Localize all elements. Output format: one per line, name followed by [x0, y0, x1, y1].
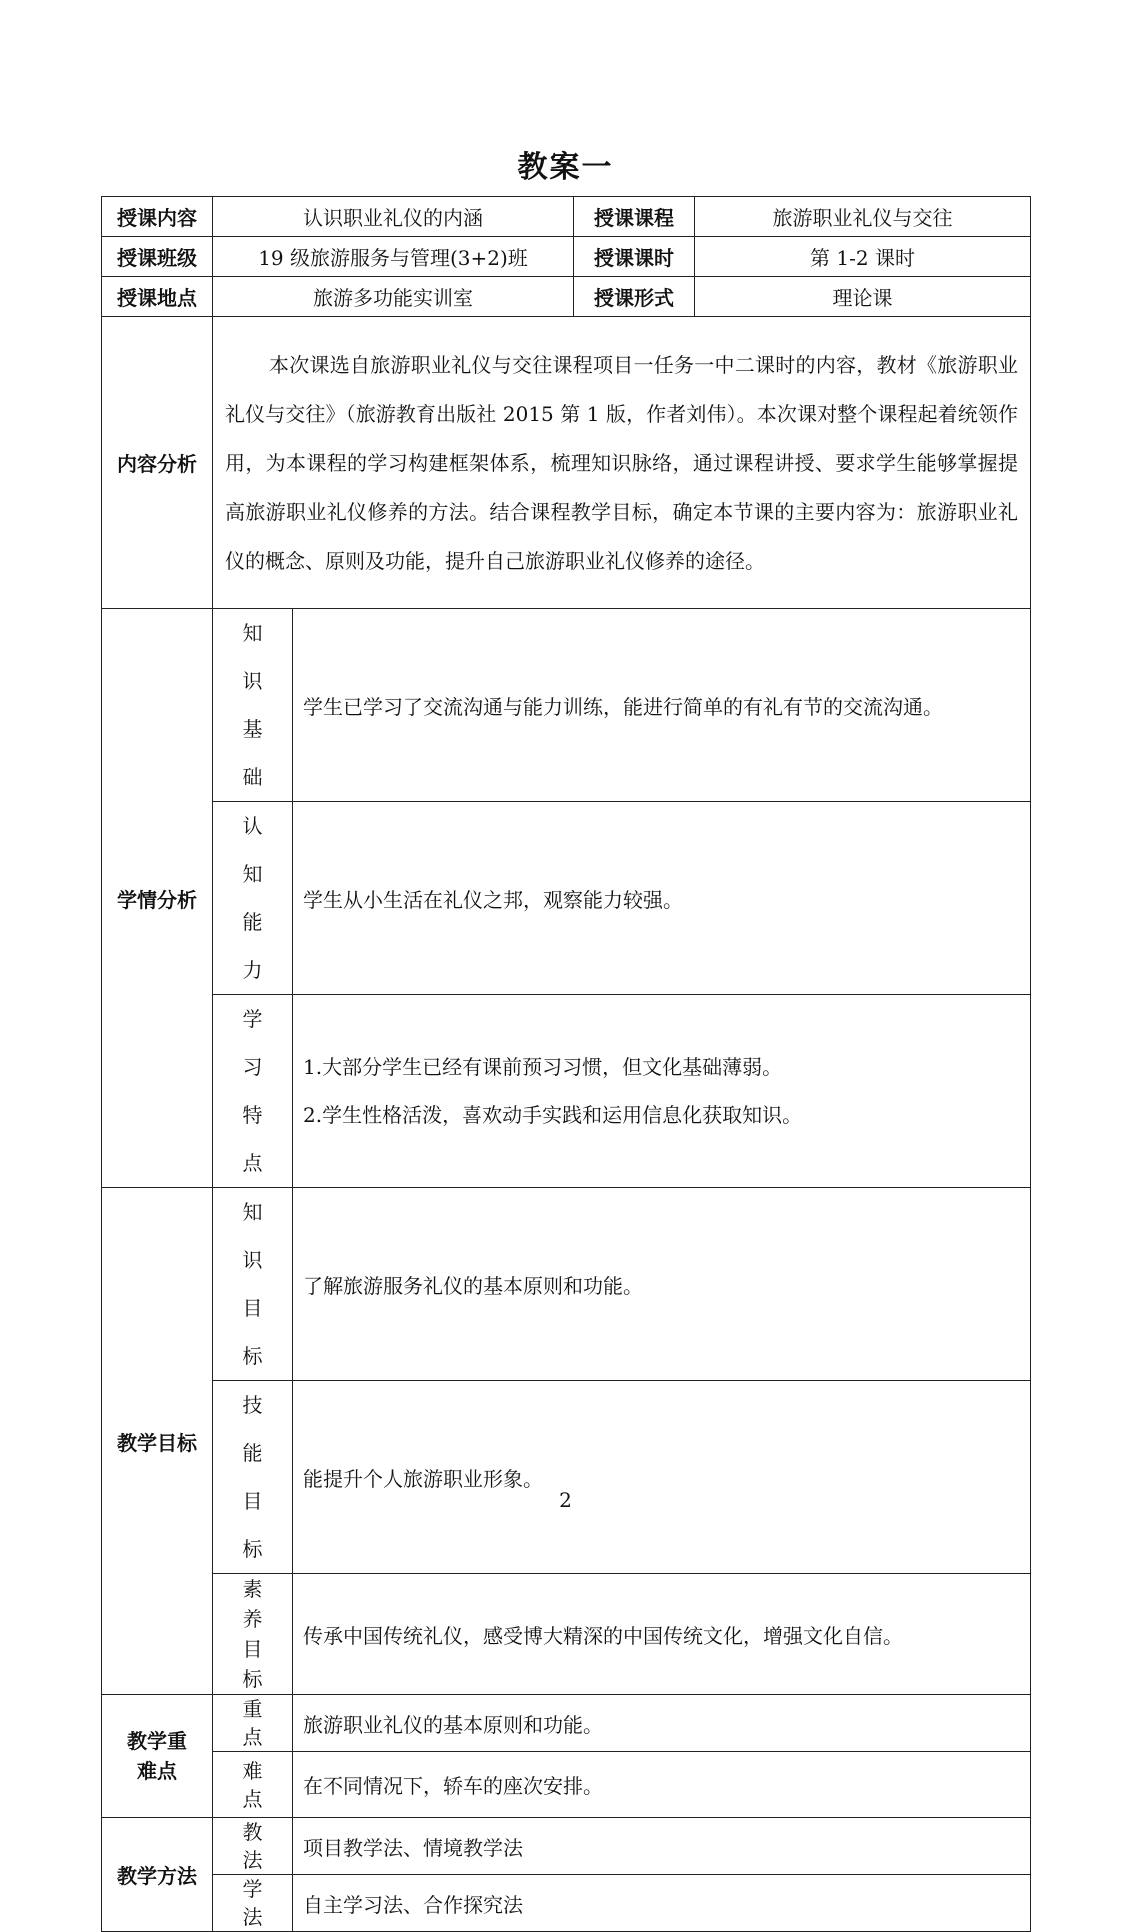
student-analysis-row-3 [102, 995, 1031, 1188]
teaching-goals-row-2 [102, 1381, 1031, 1574]
key-points-row-1 [102, 1695, 1031, 1752]
label-course-name: 授课课程 [574, 197, 695, 237]
student-cognitive-ability-text: 学生从小生活在礼仪之邦，观察能力较强。 [293, 802, 1031, 995]
document-title: 教案一 [517, 150, 614, 185]
difficult-point-text: 在不同情况下，轿车的座次安排。 [293, 1752, 1031, 1818]
sub-label-key-point: 重点 [213, 1695, 293, 1752]
label-content-analysis: 内容分析 [102, 317, 213, 609]
label-hours: 授课课时 [574, 237, 695, 277]
label-location: 授课地点 [102, 277, 213, 317]
student-analysis-row-2 [102, 802, 1031, 995]
label-teaching-methods: 教学方法 [102, 1818, 213, 1932]
value-course-name: 旅游职业礼仪与交往 [695, 197, 1031, 237]
learning-method-text: 自主学习法、合作探究法 [293, 1875, 1031, 1932]
label-key-difficult-points: 教学重 难点 [102, 1695, 213, 1818]
sub-label-difficult-point: 难点 [213, 1752, 293, 1818]
value-format: 理论课 [695, 277, 1031, 317]
content-analysis-row [102, 317, 1031, 609]
skill-goal-text: 能提升个人旅游职业形象。 [293, 1381, 1031, 1574]
sub-label-teaching-method: 教法 [213, 1818, 293, 1875]
sub-label-cognitive-ability: 认知 能力 [213, 802, 293, 995]
methods-row-2 [102, 1875, 1031, 1932]
methods-row-1 [102, 1818, 1031, 1875]
sub-label-skill-goal: 技能 目标 [213, 1381, 293, 1574]
sub-label-learning-method: 学法 [213, 1875, 293, 1932]
value-course-content: 认识职业礼仪的内涵 [213, 197, 574, 237]
label-student-analysis: 学情分析 [102, 609, 213, 1188]
lesson-plan-table [101, 196, 1031, 1932]
literacy-goal-text: 传承中国传统礼仪，感受博大精深的中国传统文化，增强文化自信。 [293, 1574, 1031, 1695]
page-number: 2 [559, 1488, 572, 1512]
sub-label-learning-traits: 学习 特点 [213, 995, 293, 1188]
content-analysis-text: 本次课选自旅游职业礼仪与交往课程项目一任务一中二课时的内容，教材《旅游职业礼仪与交往》（旅游教育出版社 2015 第 1 版，作者刘伟）。本次课对整个课程起着统领作用，为本课程的学习构建框架体系，梳理知识脉络，通过课程讲授、要求学生能够掌握提高旅游职业礼仪修养的方法。结合课程教学目标，确定本节课的主要内容为：旅游职业礼仪的概念、原则及功能，提升自己旅游职业礼仪修养的途径。 [213, 317, 1031, 609]
value-hours: 第 1-2 课时 [695, 237, 1031, 277]
value-location: 旅游多功能实训室 [213, 277, 574, 317]
teaching-goals-row-1 [102, 1188, 1031, 1381]
student-knowledge-base-text: 学生已学习了交流沟通与能力训练，能进行简单的有礼有节的交流沟通。 [293, 609, 1031, 802]
header-row-location [102, 277, 1031, 317]
value-class: 19 级旅游服务与管理(3+2)班 [213, 237, 574, 277]
label-class: 授课班级 [102, 237, 213, 277]
teaching-goals-row-3 [102, 1574, 1031, 1695]
key-point-text: 旅游职业礼仪的基本原则和功能。 [293, 1695, 1031, 1752]
student-analysis-row-1 [102, 609, 1031, 802]
label-course-content: 授课内容 [102, 197, 213, 237]
key-points-row-2 [102, 1752, 1031, 1818]
knowledge-goal-text: 了解旅游服务礼仪的基本原则和功能。 [293, 1188, 1031, 1381]
header-row-content [102, 197, 1031, 237]
label-teaching-goals: 教学目标 [102, 1188, 213, 1695]
sub-label-knowledge-base: 知识 基础 [213, 609, 293, 802]
header-row-class [102, 237, 1031, 277]
sub-label-literacy-goal: 素养 目标 [213, 1574, 293, 1695]
student-learning-traits-text: 1.大部分学生已经有课前预习习惯，但文化基础薄弱。 2.学生性格活泼，喜欢动手实践和运用信息化获取知识。 [293, 995, 1031, 1188]
sub-label-knowledge-goal: 知识 目标 [213, 1188, 293, 1381]
label-format: 授课形式 [574, 277, 695, 317]
teaching-method-text: 项目教学法、情境教学法 [293, 1818, 1031, 1875]
